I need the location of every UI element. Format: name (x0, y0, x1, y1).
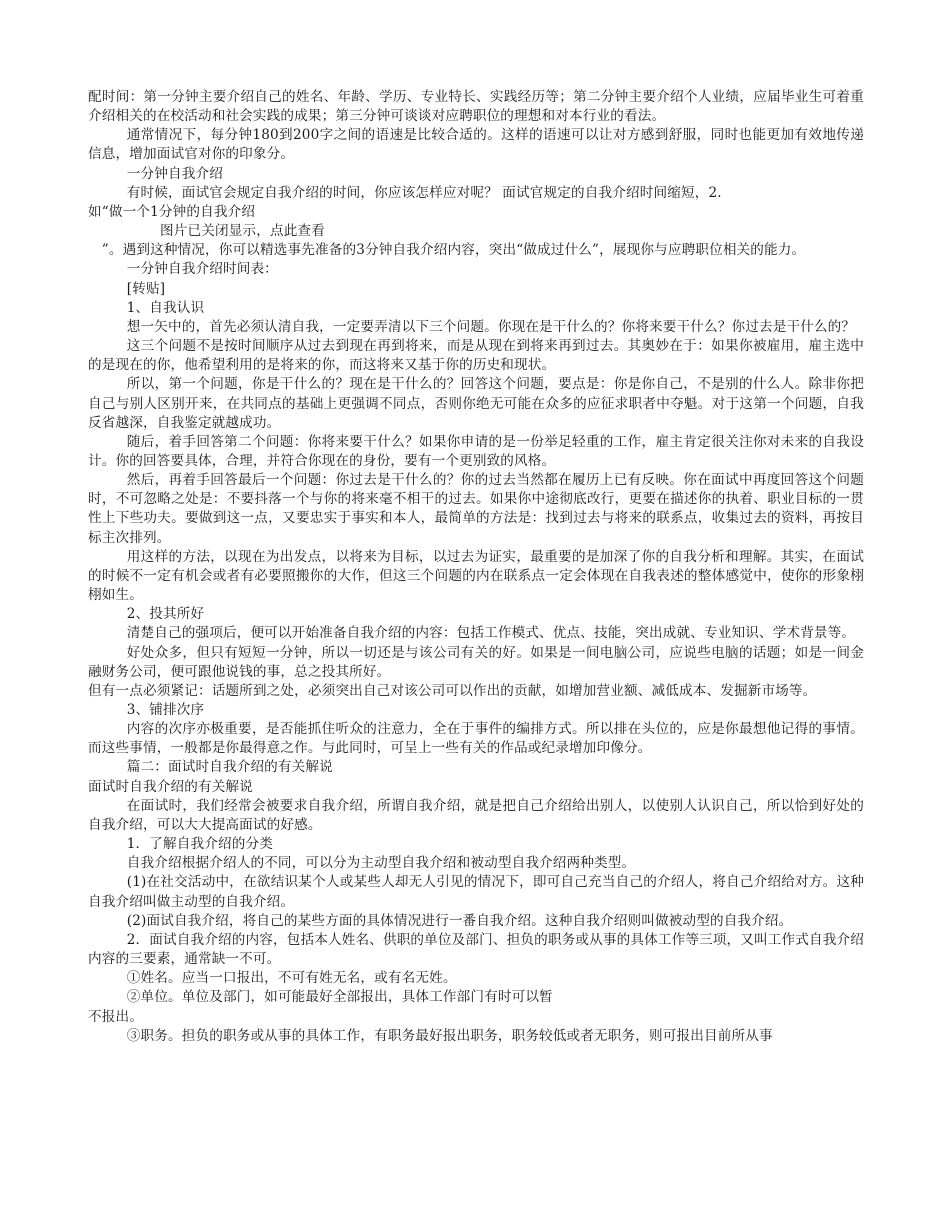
paragraph: 1．了解自我介绍的分类 (126, 836, 273, 853)
paragraph: 2、投其所好 (126, 606, 205, 623)
paragraph: 有时候，面试官会规定自我介绍的时间，你应该怎样应对呢？ 面试官规定的自我介绍时间缩短，2. (126, 184, 722, 201)
paragraph: 在面试时，我们经常会被要求自我介绍，所谓自我介绍，就是把自己介绍给出别人，以使别人认识自己，所以恰到好处的自我介绍，可以大大提高面试的好感。 (88, 797, 864, 833)
paragraph: 好处众多，但只有短短一分钟，所以一切还是与该公司有关的好。如果是一间电脑公司，应说些电脑的话题；如是一间金融财务公司，便可跟他说钱的事，总之投其所好。 (88, 644, 864, 680)
paragraph: 配时间：第一分钟主要介绍自己的姓名、年龄、学历、专业特长、实践经历等；第二分钟主要介绍个人业绩，应届毕业生可着重介绍相关的在校活动和社会实践的成果；第三分钟可谈谈对应聘职位的理想和对本行业的看法。 (88, 89, 864, 125)
paragraph: 用这样的方法，以现在为出发点，以将来为目标，以过去为证实，最重要的是加深了你的自我分析和理解。其实，在面试的时候不一定有机会或者有必要照搬你的大作，但这三个问题的内在联系点一定会体现在自我表述的整体感觉中，使你的形象栩栩如生。 (88, 548, 864, 604)
paragraph: 但有一点必须紧记：话题所到之处，必须突出自己对该公司可以作出的贡献，如增加营业额、减低成本、发掘新市场等。 (88, 682, 817, 699)
paragraph: 一分钟自我介绍时间表： (126, 261, 278, 278)
paragraph: (2)面试自我介绍，将自己的某些方面的具体情况进行一番自我介绍。这种自我介绍则叫做被动型的自我介绍。 (126, 912, 793, 929)
paragraph: 随后，着手回答第二个问题：你将来要干什么？如果你申请的是一份举足轻重的工作，雇主肯定很关注你对未来的自我设计。你的回答要具体，合理，并符合你现在的身份，要有一个更别致的风格。 (88, 433, 864, 469)
paragraph: 清楚自己的强项后，便可以开始准备自我介绍的内容：包括工作模式、优点、技能，突出成就、专业知识、学术背景等。 (126, 625, 856, 642)
paragraph: 所以，第一个问题，你是干什么的？现在是干什么的？回答这个问题，要点是：你是你自己，不是别的什么人。除非你把自己与别人区别开来，在共同点的基础上更强调不同点，否则你绝无可能在众多的应征求职者中夺魁。对于这第一个问题，自我反省越深，自我鉴定就越成功。 (88, 376, 864, 431)
paragraph: 一分钟自我介绍 (126, 165, 223, 182)
paragraph: 2．面试自我介绍的内容，包括本人姓名、供职的单位及部门、担负的职务或从事的具体工作等三项，又叫工作式自我介绍内容的三要素，通常缺一不可。 (88, 931, 864, 968)
image-hidden-link[interactable]: 图片已关闭显示，点此查看 (160, 223, 325, 240)
paragraph: ②单位。单位及部门，如可能最好全部报出，具体工作部门有时可以暂 (126, 989, 553, 1006)
paragraph: 想一矢中的，首先必须认清自我，一定要弄清以下三个问题。你现在是干什么的？你将来要干什么？你过去是干什么的？ (126, 318, 856, 335)
paragraph: ①姓名。应当一口报出，不可有姓无名，或有名无姓。 (126, 970, 457, 987)
paragraph: 通常情况下，每分钟180到200字之间的语速是比较合适的。这样的语速可以让对方感到舒服，同时也能更加有效地传递信息，增加面试官对你的印象分。 (88, 127, 864, 163)
paragraph: 面试时自我介绍的有关解说 (88, 778, 253, 795)
paragraph: 篇二：面试时自我介绍的有关解说 (126, 759, 333, 776)
paragraph: 内容的次序亦极重要，是否能抓住听众的注意力，全在于事件的编排方式。所以排在头位的，应是你最想他记得的事情。而这些事情，一般都是你最得意之作。与此同时，可呈上一些有关的作品或纪录增加印像分。 (88, 721, 864, 757)
paragraph: ”。遇到这种情况，你可以精选事先准备的3分钟自我介绍内容，突出“做成过什么”，展现你与应聘职位相关的能力。 (88, 242, 806, 259)
paragraph: 然后，再着手回答最后一个问题：你过去是干什么的？你的过去当然都在履历上已有反映。你在面试中再度回答这个问题时，不可忽略之处是：不要抖落一个与你的将来毫不相干的过去。如果你中途彻底改行，更要在描述你的执着、职业目标的一贯性上下些功夫。要做到这一点，又要忠实于事实和本人，最简单的方法是：找到过去与将来的联系点，收集过去的资料，再按目标主次排列。 (88, 472, 864, 546)
paragraph: 如“做一个1分钟的自我介绍 (88, 203, 256, 220)
paragraph: 1、自我认识 (126, 299, 205, 316)
paragraph: 这三个问题不是按时间顺序从过去到现在再到将来，而是从现在到将来再到过去。其奥妙在于：如果你被雇用，雇主选中的是现在的你，他希望利用的是将来的你，而这将来又基于你的历史和现状。 (88, 338, 864, 374)
paragraph: (1)在社交活动中，在欲结识某个人或某些人却无人引见的情况下，即可自己充当自己的介绍人，将自己介绍给对方。这种自我介绍叫做主动型的自我介绍。 (88, 874, 864, 910)
paragraph: 不报出。 (88, 1008, 143, 1025)
paragraph: [转贴] (126, 280, 166, 297)
paragraph: 自我介绍根据介绍人的不同，可以分为主动型自我介绍和被动型自我介绍两种类型。 (126, 855, 636, 872)
paragraph: 3、铺排次序 (126, 702, 205, 718)
paragraph: ③职务。担负的职务或从事的具体工作，有职务最好报出职务，职务较低或者无职务，则可报出目前所从事 (126, 1027, 773, 1044)
